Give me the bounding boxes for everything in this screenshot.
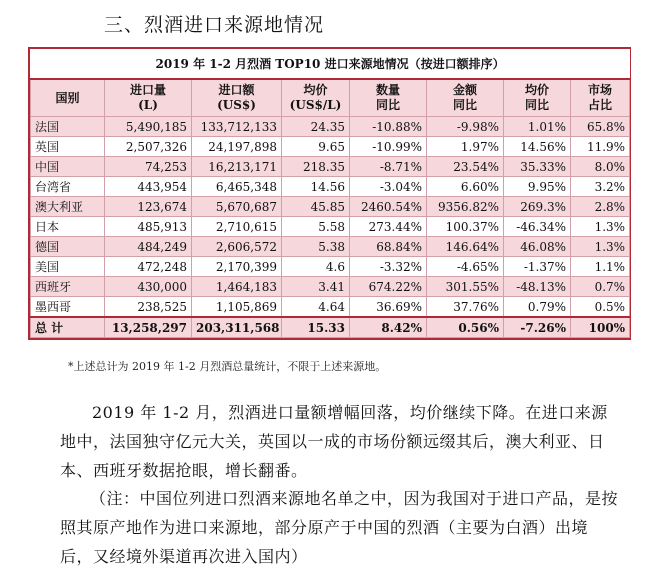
column-header-line2: 占比 — [588, 98, 613, 112]
value-cell: -8.71% — [350, 157, 427, 177]
value-cell: 3.41 — [282, 277, 350, 297]
value-cell: 4.64 — [282, 297, 350, 318]
table-row — [31, 197, 630, 217]
country-cell: 德国 — [31, 237, 105, 257]
table-row — [31, 177, 630, 197]
import-sources-table — [28, 47, 631, 340]
value-cell: 1.3% — [571, 217, 630, 237]
column-header-line1: 金额 — [452, 83, 477, 97]
value-cell: 11.9% — [571, 137, 630, 157]
value-cell: 269.3% — [504, 197, 571, 217]
value-cell: 1.97% — [427, 137, 504, 157]
value-cell: 65.8% — [571, 117, 630, 137]
value-cell: 301.55% — [427, 277, 504, 297]
value-cell: -3.04% — [350, 177, 427, 197]
value-cell: 74,253 — [105, 157, 192, 177]
table-total-row — [31, 317, 630, 338]
column-header — [31, 79, 105, 117]
value-cell: 2,606,572 — [192, 237, 282, 257]
value-cell: 8.0% — [571, 157, 630, 177]
column-header-line1: 均价 — [524, 83, 549, 97]
paragraph-summary: 2019 年 1-2 月，烈酒进口量额增幅回落，均价继续下降。在进口来源地中，法国独守亿元大关，英国以一成的市场份额远缀其后，澳大利亚、日本、西班牙数据抢眼，增长翻番。 — [60, 403, 608, 480]
value-cell: 5.58 — [282, 217, 350, 237]
value-cell: 0.56% — [427, 317, 504, 338]
value-cell: 15.33 — [282, 317, 350, 338]
value-cell: 0.5% — [571, 297, 630, 318]
value-cell: 5,490,185 — [105, 117, 192, 137]
table-row — [31, 157, 630, 177]
table-row — [31, 237, 630, 257]
column-header — [192, 79, 282, 117]
value-cell: 2460.54% — [350, 197, 427, 217]
column-header-line2: 同比 — [524, 98, 549, 112]
value-cell: 674.22% — [350, 277, 427, 297]
value-cell: 14.56 — [282, 177, 350, 197]
value-cell: 238,525 — [105, 297, 192, 318]
column-header — [350, 79, 427, 117]
column-header-line2: (US$) — [217, 98, 256, 112]
table-footnote: *上述总计为 2019 年 1-2 月烈酒总量统计，不限于上述来源地。 — [68, 360, 387, 373]
column-header-line1: 市场 — [588, 83, 613, 97]
value-cell: 472,248 — [105, 257, 192, 277]
paragraph-note: （注：中国位列进口烈酒来源地名单之中，因为我国对于进口产品，是按照其原产地作为进口来源地，部分原产于中国的烈酒（主要为白酒）出境后，又经境外渠道再次进入国内） — [60, 489, 619, 566]
column-header — [571, 79, 630, 117]
value-cell: 0.79% — [504, 297, 571, 318]
value-cell: -10.99% — [350, 137, 427, 157]
country-cell: 英国 — [31, 137, 105, 157]
value-cell: 1.1% — [571, 257, 630, 277]
value-cell: -9.98% — [427, 117, 504, 137]
column-header-line2: 同比 — [452, 98, 477, 112]
table-row — [31, 277, 630, 297]
value-cell: 3.2% — [571, 177, 630, 197]
country-cell: 法国 — [31, 117, 105, 137]
value-cell: -48.13% — [504, 277, 571, 297]
value-cell: -4.65% — [427, 257, 504, 277]
value-cell: 24.35 — [282, 117, 350, 137]
value-cell: 36.69% — [350, 297, 427, 318]
value-cell: 1.01% — [504, 117, 571, 137]
column-header — [282, 79, 350, 117]
column-header-line1: 进口量 — [129, 83, 166, 97]
column-header — [105, 79, 192, 117]
value-cell: 273.44% — [350, 217, 427, 237]
value-cell: 1,105,869 — [192, 297, 282, 318]
value-cell: 484,249 — [105, 237, 192, 257]
column-header — [504, 79, 571, 117]
value-cell: -10.88% — [350, 117, 427, 137]
value-cell: 35.33% — [504, 157, 571, 177]
value-cell: 4.6 — [282, 257, 350, 277]
value-cell: -3.32% — [350, 257, 427, 277]
value-cell: 123,674 — [105, 197, 192, 217]
country-cell: 台湾省 — [31, 177, 105, 197]
country-cell: 日本 — [31, 217, 105, 237]
column-header-line1: 均价 — [303, 83, 328, 97]
value-cell: 485,913 — [105, 217, 192, 237]
value-cell: 1.3% — [571, 237, 630, 257]
value-cell: 24,197,898 — [192, 137, 282, 157]
value-cell: 45.85 — [282, 197, 350, 217]
country-cell: 总 计 — [31, 317, 105, 338]
country-cell: 西班牙 — [31, 277, 105, 297]
value-cell: 9356.82% — [427, 197, 504, 217]
column-header-line2: (L) — [138, 98, 158, 112]
value-cell: 8.42% — [350, 317, 427, 338]
country-cell: 澳大利亚 — [31, 197, 105, 217]
value-cell: 2,710,615 — [192, 217, 282, 237]
section-heading: 三、烈酒进口来源地情况 — [104, 14, 325, 36]
value-cell: 13,258,297 — [105, 317, 192, 338]
column-header-line1: 数量 — [375, 83, 400, 97]
value-cell: 68.84% — [350, 237, 427, 257]
value-cell: 146.64% — [427, 237, 504, 257]
value-cell: 46.08% — [504, 237, 571, 257]
value-cell: 5,670,687 — [192, 197, 282, 217]
value-cell: 203,311,568 — [192, 317, 282, 338]
value-cell: 16,213,171 — [192, 157, 282, 177]
value-cell: 23.54% — [427, 157, 504, 177]
value-cell: -46.34% — [504, 217, 571, 237]
value-cell: 6,465,348 — [192, 177, 282, 197]
value-cell: 2,170,399 — [192, 257, 282, 277]
table-row — [31, 137, 630, 157]
value-cell: 5.38 — [282, 237, 350, 257]
value-cell: -1.37% — [504, 257, 571, 277]
value-cell: 218.35 — [282, 157, 350, 177]
value-cell: 2.8% — [571, 197, 630, 217]
value-cell: 2,507,326 — [105, 137, 192, 157]
value-cell: 14.56% — [504, 137, 571, 157]
table-row — [31, 297, 630, 318]
value-cell: 1,464,183 — [192, 277, 282, 297]
column-header-line1: 国别 — [55, 90, 80, 105]
table-row — [31, 217, 630, 237]
column-header-line1: 进口额 — [218, 83, 255, 97]
country-cell: 美国 — [31, 257, 105, 277]
column-header-line2: (US$/L) — [289, 98, 342, 112]
table-row — [31, 117, 630, 137]
table-caption: 2019 年 1-2 月烈酒 TOP10 进口来源地情况（按进口额排序） — [31, 49, 630, 79]
column-header-line2: 同比 — [375, 98, 400, 112]
value-cell: 37.76% — [427, 297, 504, 318]
value-cell: 6.60% — [427, 177, 504, 197]
value-cell: 9.95% — [504, 177, 571, 197]
value-cell: 430,000 — [105, 277, 192, 297]
column-header — [427, 79, 504, 117]
value-cell: 133,712,133 — [192, 117, 282, 137]
value-cell: 100% — [571, 317, 630, 338]
country-cell: 中国 — [31, 157, 105, 177]
value-cell: -7.26% — [504, 317, 571, 338]
value-cell: 443,954 — [105, 177, 192, 197]
value-cell: 100.37% — [427, 217, 504, 237]
table-header-row — [31, 79, 630, 117]
value-cell: 0.7% — [571, 277, 630, 297]
value-cell: 9.65 — [282, 137, 350, 157]
country-cell: 墨西哥 — [31, 297, 105, 318]
table-row — [31, 257, 630, 277]
